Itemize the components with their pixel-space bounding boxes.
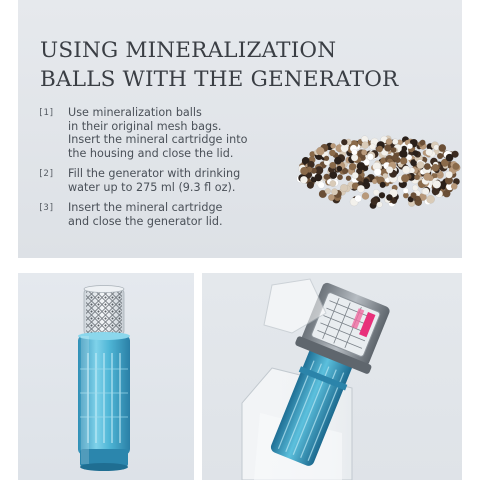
mineral-ball: [420, 140, 426, 146]
mineral-ball: [334, 157, 342, 165]
mineral-ball: [433, 180, 441, 188]
page-title: USING MINERALIZATION BALLS WITH THE GENERATOR: [40, 38, 399, 92]
mineral-ball: [379, 192, 385, 198]
step-number: [2]: [38, 169, 55, 179]
mineral-ball: [446, 154, 454, 162]
mineral-ball: [414, 174, 420, 180]
generator-image-panel: [202, 273, 462, 480]
mineral-ball: [307, 182, 314, 189]
mineral-ball: [445, 171, 452, 178]
mineral-ball: [352, 149, 358, 155]
mineral-ball: [417, 161, 424, 168]
mineral-ball: [318, 182, 325, 189]
mineral-ball: [377, 146, 383, 152]
mineral-ball: [337, 166, 343, 172]
mineral-ball: [352, 172, 359, 179]
mineral-ball: [362, 142, 369, 149]
instruction-panel: [18, 0, 462, 258]
mineral-ball: [426, 149, 433, 156]
mineral-ball: [402, 166, 410, 174]
mineral-ball: [399, 150, 407, 158]
step-text: Insert the mineral cartridge and close the generator lid.: [68, 201, 223, 228]
mineral-ball: [432, 164, 439, 171]
step-text: Fill the generator with drinking water up to 275 ml (9.3 fl oz).: [68, 167, 241, 194]
mineral-ball: [362, 192, 369, 199]
mineral-ball: [361, 150, 367, 156]
mineral-ball: [331, 189, 338, 196]
mineral-ball: [374, 168, 381, 175]
mineral-ball: [346, 176, 351, 181]
mineral-ball: [300, 167, 308, 175]
mineral-ball: [400, 157, 407, 164]
mineral-ball: [330, 143, 335, 148]
mineral-ball: [330, 180, 336, 186]
mineral-ball: [325, 188, 331, 194]
mineral-ball: [363, 178, 369, 184]
mineral-ball: [372, 179, 377, 184]
mineral-ball: [386, 166, 393, 173]
mineral-ball: [422, 188, 429, 195]
mineral-ball: [337, 174, 343, 180]
mineral-ball: [407, 143, 413, 149]
mineral-ball: [392, 139, 398, 145]
mineral-ball: [329, 150, 335, 156]
mineral-ball: [439, 144, 446, 151]
mineral-ball: [300, 176, 307, 183]
mineral-cartridge-image: [18, 273, 194, 480]
step-number: [1]: [38, 108, 55, 118]
mineral-ball: [434, 145, 439, 150]
mineral-ball: [386, 194, 392, 200]
step-text: Use mineralization balls in their original mesh bags. Insert the mineral cartridge into the housing and close the lid.: [68, 106, 248, 160]
mineral-ball: [324, 174, 330, 180]
mineral-ball: [380, 182, 386, 188]
mineral-ball: [370, 144, 376, 150]
mineral-ball: [453, 163, 460, 170]
mineral-ball: [315, 174, 323, 182]
mineral-ball: [386, 138, 392, 144]
mineral-ball: [340, 184, 347, 191]
mineral-ball: [328, 194, 334, 200]
mineral-ball: [412, 185, 418, 191]
mineral-ball: [324, 156, 329, 161]
mineral-ball: [427, 195, 435, 203]
step-number: [3]: [38, 203, 55, 213]
mineral-ball: [341, 144, 349, 152]
mineral-ball: [316, 147, 324, 155]
mineral-ball: [391, 147, 397, 153]
mineral-ball: [357, 162, 365, 170]
mineral-ball: [401, 174, 409, 182]
mineral-ball: [367, 154, 374, 161]
mineral-ball: [383, 173, 388, 178]
mineral-ball: [411, 192, 417, 198]
mineral-ball: [341, 139, 347, 145]
mineral-ball: [377, 202, 383, 208]
mineral-ball: [413, 150, 419, 156]
mineral-ball: [355, 195, 362, 202]
mineral-ball: [373, 189, 379, 195]
mineral-ball: [357, 185, 364, 192]
mineral-ball: [384, 144, 391, 151]
mineral-balls-image: [18, 0, 462, 258]
mineral-ball: [424, 163, 431, 170]
mineral-ball: [403, 188, 408, 193]
mineral-ball: [349, 163, 356, 170]
cartridge-image-panel: [18, 273, 194, 480]
mineral-ball: [451, 183, 457, 189]
generator-closeup-image: [202, 273, 462, 480]
mineral-ball: [424, 173, 432, 181]
mineral-ball: [392, 155, 398, 161]
